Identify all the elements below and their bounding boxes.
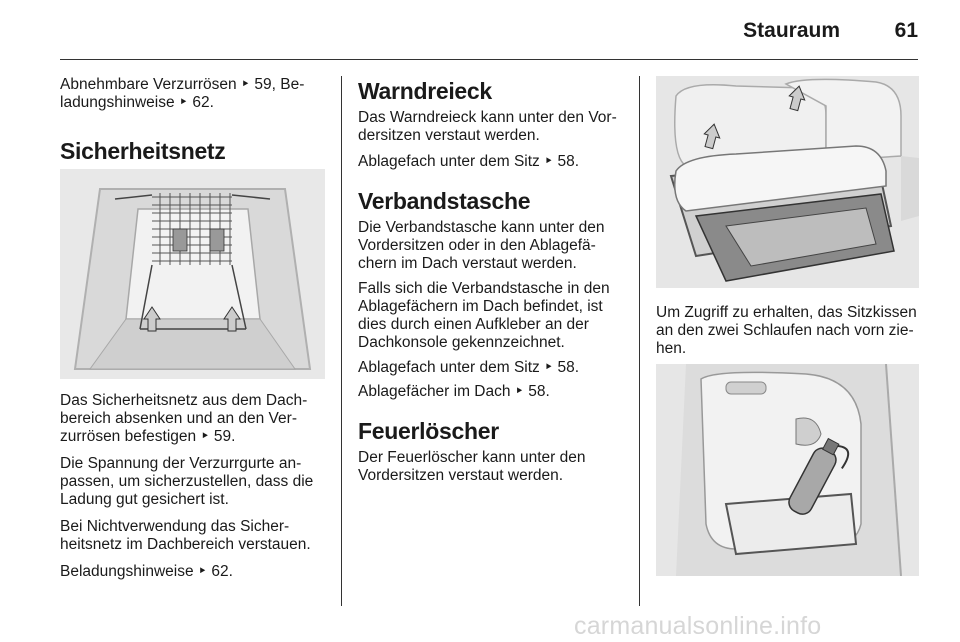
seat-cushion-illustration xyxy=(656,76,919,288)
cargo-net-illustration xyxy=(60,169,325,379)
verband-p2-line-2: Ablagefächern im Dach befindet, ist xyxy=(358,298,603,315)
access-line-3: hen. xyxy=(656,340,687,357)
p1-line-1: Das Sicherheitsnetz aus dem Dach- xyxy=(60,392,308,409)
heading-feuerloescher: Feuerlöscher xyxy=(358,418,499,444)
access-line-1: Um Zugriff zu erhalten, das Sitzkissen xyxy=(656,304,917,321)
verband-p2-line-3: dies durch einen Aufkleber an der xyxy=(358,316,589,333)
heading-sicherheitsnetz: Sicherheitsnetz xyxy=(60,138,226,164)
warndreieck-ref: Ablagefach unter dem Sitz ‣ 58. xyxy=(358,153,580,170)
verband-ref-1: Ablagefach unter dem Sitz ‣ 58. xyxy=(358,359,580,376)
warndreieck-line-2: dersitzen verstaut werden. xyxy=(358,127,540,144)
access-line-2: an den zwei Schlaufen nach vorn zie- xyxy=(656,322,914,339)
intro-line-1: Abnehmbare Verzurrösen ‣ 59, Be- xyxy=(60,76,305,93)
cargo-net-icon xyxy=(60,169,325,379)
p2-line-2: passen, um sicherzustellen, dass die xyxy=(60,473,314,490)
verband-ref-2: Ablagefächer im Dach ‣ 58. xyxy=(358,383,550,400)
page-number: 61 xyxy=(894,19,918,42)
heading-verbandstasche: Verbandstasche xyxy=(358,188,531,214)
intro-line-2: ladungshinweise ‣ 62. xyxy=(60,94,214,111)
p1-line-2: bereich absenken und an den Ver- xyxy=(60,410,297,427)
p1-line-3: zurrösen befestigen ‣ 59. xyxy=(60,428,236,445)
column-divider-2 xyxy=(639,76,640,606)
seat-cushion-icon xyxy=(656,76,919,288)
page-header xyxy=(60,0,918,60)
feuer-line-2: Vordersitzen verstaut werden. xyxy=(358,467,564,484)
verband-p1-line-1: Die Verbandstasche kann unter den xyxy=(358,219,605,236)
feuer-line-1: Der Feuerlöscher kann unter den xyxy=(358,449,586,466)
verband-p2-line-1: Falls sich die Verbandstasche in den xyxy=(358,280,610,297)
p2-line-3: Ladung gut gesichert ist. xyxy=(60,491,229,508)
p4-line-1: Beladungshinweise ‣ 62. xyxy=(60,563,233,580)
p2-line-1: Die Spannung der Verzurrgurte an- xyxy=(60,455,302,472)
heading-warndreieck: Warndreieck xyxy=(358,78,492,104)
verband-p2-line-4: Dachkonsole gekennzeichnet. xyxy=(358,334,565,351)
column-divider-1 xyxy=(341,76,342,606)
warndreieck-line-1: Das Warndreieck kann unter den Vor- xyxy=(358,109,617,126)
section-title: Stauraum xyxy=(743,19,840,42)
watermark: carmanualsonline.info xyxy=(574,612,822,640)
fire-extinguisher-illustration xyxy=(656,364,919,576)
p3-line-2: heitsnetz im Dachbereich verstauen. xyxy=(60,536,311,553)
verband-p1-line-3: chern im Dach verstaut werden. xyxy=(358,255,577,272)
fire-extinguisher-icon xyxy=(656,364,919,576)
p3-line-1: Bei Nichtverwendung das Sicher- xyxy=(60,518,290,535)
verband-p1-line-2: Vordersitzen oder in den Ablagefä- xyxy=(358,237,596,254)
